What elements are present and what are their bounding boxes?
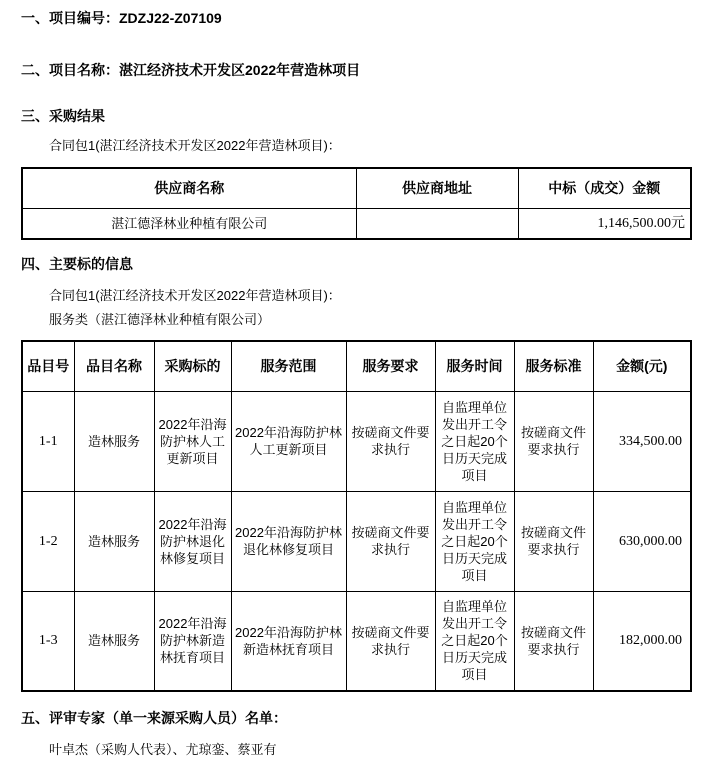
table-row xyxy=(22,208,691,239)
cell-amount: 630,000.00 xyxy=(593,491,691,591)
cell-supplier-name: 湛江德泽林业种植有限公司 xyxy=(22,208,356,239)
cell-item-no: 1-3 xyxy=(22,591,74,691)
project-name-heading: 二、项目名称：湛江经济技术开发区2022年营造林项目 xyxy=(21,62,361,78)
table-row xyxy=(22,391,691,491)
review-experts-heading: 五、评审专家（单一来源采购人员）名单： xyxy=(21,710,287,726)
cell-service-time: 自监理单位发出开工令之日起20个日历天完成项目 xyxy=(435,491,514,591)
cell-service-requirement: 按磋商文件要求执行 xyxy=(346,591,435,691)
cell-procurement-subject: 2022年沿海防护林退化林修复项目 xyxy=(154,491,231,591)
result-table-header-row xyxy=(22,168,691,208)
cell-service-time: 自监理单位发出开工令之日起20个日历天完成项目 xyxy=(435,591,514,691)
service-time-header: 服务时间 xyxy=(435,341,514,391)
cell-amount: 334,500.00 xyxy=(593,391,691,491)
cell-award-amount: 1,146,500.00元 xyxy=(518,208,691,239)
supplier-name-header: 供应商名称 xyxy=(22,168,356,208)
cell-item-no: 1-1 xyxy=(22,391,74,491)
cell-service-time: 自监理单位发出开工令之日起20个日历天完成项目 xyxy=(435,391,514,491)
cell-service-requirement: 按磋商文件要求执行 xyxy=(346,491,435,591)
bid-items-table xyxy=(21,340,692,692)
amount-header: 金额(元) xyxy=(593,341,691,391)
service-scope-header: 服务范围 xyxy=(231,341,346,391)
items-table-header-row xyxy=(22,341,691,391)
supplier-address-header: 供应商地址 xyxy=(356,168,518,208)
cell-item-name: 造林服务 xyxy=(74,591,154,691)
cell-procurement-subject: 2022年沿海防护林新造林抚育项目 xyxy=(154,591,231,691)
procurement-subject-header: 采购标的 xyxy=(154,341,231,391)
service-standard-header: 服务标准 xyxy=(514,341,593,391)
cell-service-standard: 按磋商文件要求执行 xyxy=(514,491,593,591)
item-no-header: 品目号 xyxy=(22,341,74,391)
cell-service-scope: 2022年沿海防护林新造林抚育项目 xyxy=(231,591,346,691)
table-row xyxy=(22,591,691,691)
table-row xyxy=(22,491,691,591)
service-category-line: 服务类（湛江德泽林业种植有限公司） xyxy=(49,312,271,327)
service-requirement-header: 服务要求 xyxy=(346,341,435,391)
cell-service-requirement: 按磋商文件要求执行 xyxy=(346,391,435,491)
procurement-result-heading: 三、采购结果 xyxy=(21,108,105,124)
review-experts-names: 叶卓杰（采购人代表）、尤琼銮、蔡亚有 xyxy=(49,742,277,757)
project-number-heading: 一、项目编号：ZDZJ22-Z07109 xyxy=(21,10,222,26)
cell-service-scope: 2022年沿海防护林退化林修复项目 xyxy=(231,491,346,591)
contract-package-line-2: 合同包1(湛江经济技术开发区2022年营造林项目)： xyxy=(49,288,341,303)
procurement-result-table xyxy=(21,167,692,240)
award-amount-header: 中标（成交）金额 xyxy=(518,168,691,208)
cell-procurement-subject: 2022年沿海防护林人工更新项目 xyxy=(154,391,231,491)
cell-item-name: 造林服务 xyxy=(74,491,154,591)
cell-item-name: 造林服务 xyxy=(74,391,154,491)
cell-item-no: 1-2 xyxy=(22,491,74,591)
main-bid-info-heading: 四、主要标的信息 xyxy=(21,256,133,272)
cell-service-standard: 按磋商文件要求执行 xyxy=(514,391,593,491)
cell-supplier-address xyxy=(356,208,518,239)
item-name-header: 品目名称 xyxy=(74,341,154,391)
cell-service-standard: 按磋商文件要求执行 xyxy=(514,591,593,691)
cell-amount: 182,000.00 xyxy=(593,591,691,691)
cell-service-scope: 2022年沿海防护林人工更新项目 xyxy=(231,391,346,491)
contract-package-line-1: 合同包1(湛江经济技术开发区2022年营造林项目)： xyxy=(49,138,341,153)
